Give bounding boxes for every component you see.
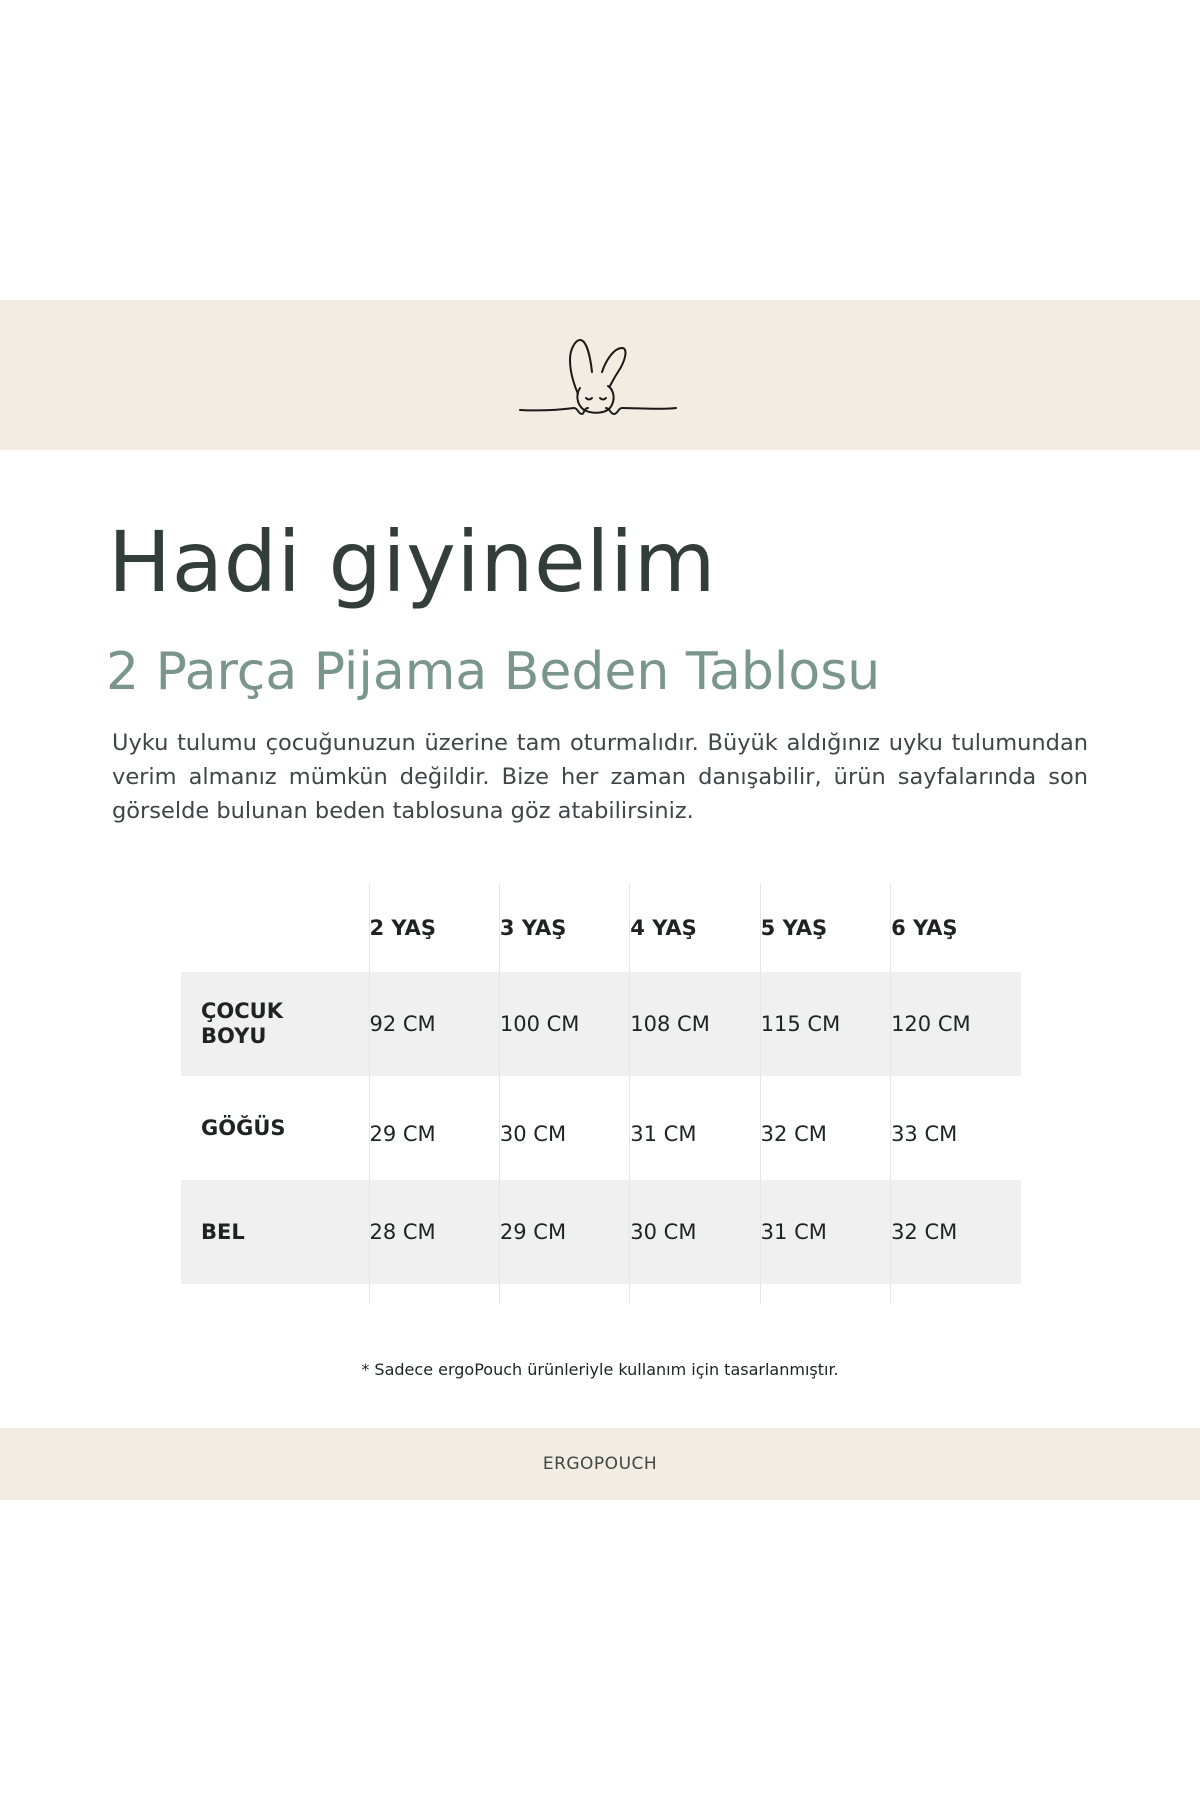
table-bottom-spacer [181,1284,1021,1304]
table-row [181,1076,1021,1180]
table-cell: 29 CM [499,1180,629,1284]
row-label: GÖĞÜS [201,1116,286,1140]
footer-brand: ERGOPOUCH [542,1454,658,1474]
table-header-row [181,884,1021,972]
table-cell: 100 CM [499,972,629,1076]
table-corner-cell [181,884,369,972]
table-row [181,1180,1021,1284]
table-cell: 31 CM [630,1076,760,1180]
column-header: 6 YAŞ [891,884,1021,972]
page-subtitle: 2 Parça Pijama Beden Tablosu [106,642,881,702]
row-label: BEL [181,1180,369,1284]
table-cell: 32 CM [760,1076,890,1180]
table-cell: 120 CM [891,972,1021,1076]
table-cell: 30 CM [499,1076,629,1180]
column-header: 5 YAŞ [760,884,890,972]
table-cell: 29 CM [369,1076,499,1180]
bunny-logo-icon [518,328,678,420]
table-cell: 28 CM [369,1180,499,1284]
intro-paragraph: Uyku tulumu çocuğunuzun üzerine tam oturmalıdır. Büyük aldığınız uyku tulumundan verim almanız mümkün değildir. Bize her zaman danışabilir, ürün sayfalarında son görselde bulunan beden tablosuna göz atabilirsiniz. [112,730,1088,824]
row-label: ÇOCUK BOYU [181,972,369,1076]
table-cell: 31 CM [760,1180,890,1284]
size-table [181,884,1021,1304]
column-header: 4 YAŞ [630,884,760,972]
table-cell: 92 CM [369,972,499,1076]
table-cell: 32 CM [891,1180,1021,1284]
table-cell: 108 CM [630,972,760,1076]
column-header: 3 YAŞ [499,884,629,972]
page-title: Hadi giyinelim [108,513,717,611]
table-cell: 33 CM [891,1076,1021,1180]
table-cell: 115 CM [760,972,890,1076]
column-header: 2 YAŞ [369,884,499,972]
table-row [181,972,1021,1076]
footnote: * Sadece ergoPouch ürünleriyle kullanım için tasarlanmıştır. [361,1360,839,1379]
table-cell: 30 CM [630,1180,760,1284]
